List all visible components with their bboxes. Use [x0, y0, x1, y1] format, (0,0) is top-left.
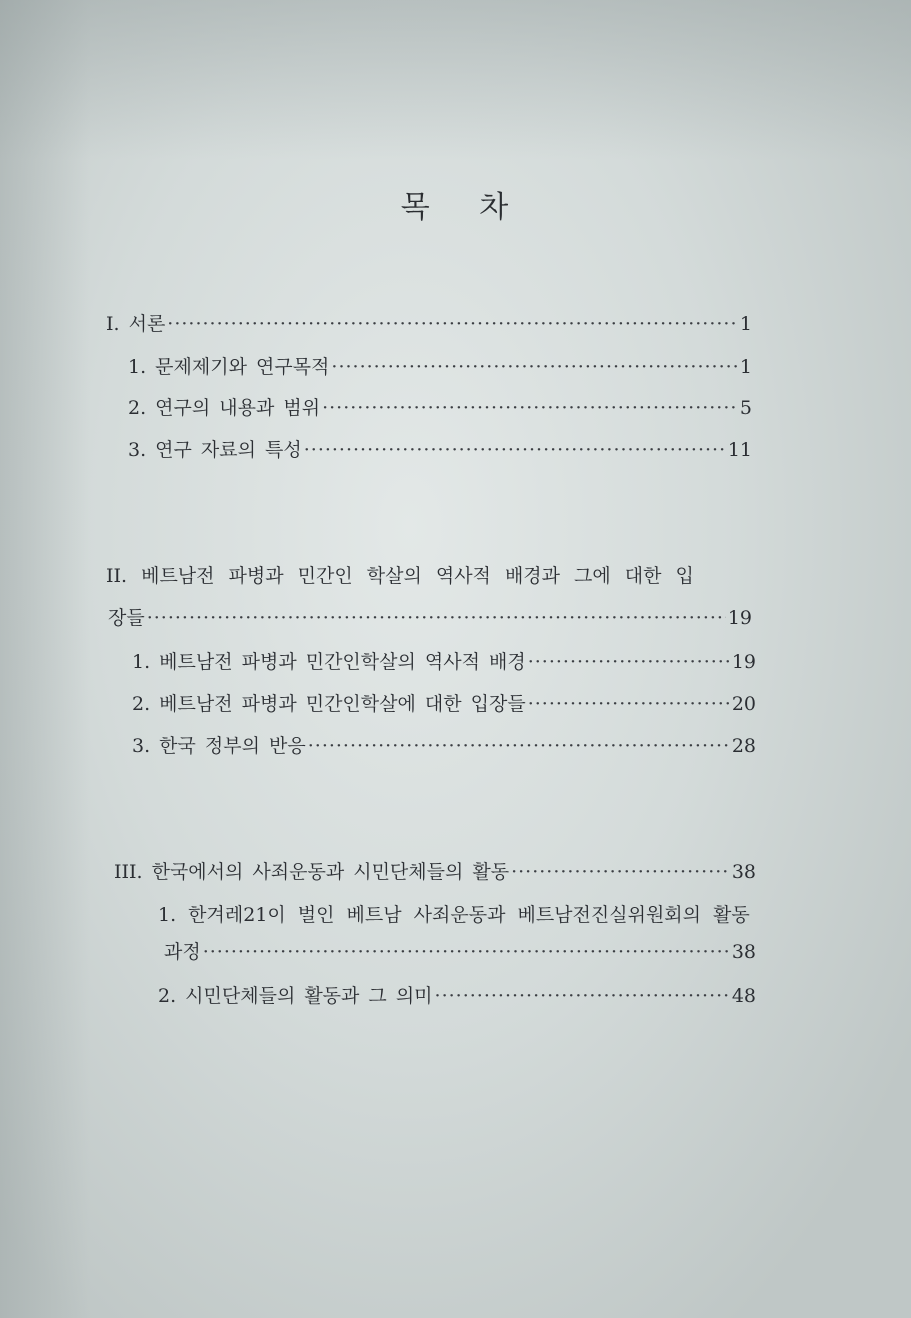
toc-item-text: 2. 연구의 내용과 범위 [128, 397, 321, 419]
dot-leader [147, 606, 726, 630]
toc-item-text: 2. 베트남전 파병과 민간인학살에 대한 입장들 [132, 693, 526, 715]
toc-item-text: 1. 문제제기와 연구목적 [128, 356, 330, 378]
toc-chapter-1 [106, 312, 752, 336]
toc-chapter-3-page: 38 [731, 861, 756, 883]
toc-item-page: 28 [731, 735, 756, 757]
toc-item-page: 5 [739, 397, 752, 419]
toc-item-page: 48 [731, 985, 756, 1007]
dot-leader [331, 355, 738, 379]
toc-item-text: 1. 베트남전 파병과 민간인학살의 역사적 배경 [132, 651, 526, 673]
page-title: 목 차 [400, 190, 511, 225]
dot-leader [308, 734, 730, 758]
toc-chapter-2-page: 19 [727, 607, 752, 629]
page-shadow-top [0, 0, 911, 160]
toc-item-page: 19 [731, 651, 756, 673]
toc-item-page: 20 [731, 693, 756, 715]
toc-chapter-3 [114, 860, 756, 884]
toc-item-2-3 [132, 734, 756, 758]
toc-chapter-2-heading-line1: II. 베트남전 파병과 민간인 학살의 역사적 배경과 그에 대한 입 [106, 565, 694, 587]
toc-item-page: 11 [727, 439, 752, 461]
toc-chapter-2-heading-line2: 장들 [108, 607, 145, 629]
toc-item-3-1 [164, 940, 756, 964]
toc-item-3-1-line1: 1. 한겨레21이 벌인 베트남 사죄운동과 베트남전진실위원회의 활동 [158, 904, 750, 926]
dot-leader [203, 940, 730, 964]
toc-item-text: 3. 한국 정부의 반응 [132, 735, 306, 757]
toc-item-1-1 [128, 355, 752, 379]
toc-item-text: 2. 시민단체들의 활동과 그 의미 [158, 985, 433, 1007]
dot-leader [511, 860, 730, 884]
dot-leader [167, 312, 738, 336]
toc-item-3-2 [158, 984, 756, 1008]
dot-leader [304, 438, 726, 462]
toc-item-2-2 [132, 692, 756, 716]
toc-chapter-2 [108, 606, 752, 630]
toc-item-2-1 [132, 650, 756, 674]
toc-chapter-3-heading: III. 한국에서의 사죄운동과 시민단체들의 활동 [114, 861, 510, 883]
toc-item-page: 1 [739, 356, 752, 378]
toc-item-1-3 [128, 438, 752, 462]
dot-leader [435, 984, 730, 1008]
dot-leader [528, 650, 730, 674]
toc-chapter-1-page: 1 [739, 313, 752, 335]
toc-item-text-line2: 과정 [164, 941, 201, 963]
dot-leader [322, 396, 738, 420]
dot-leader [528, 692, 730, 716]
toc-chapter-1-heading: I. 서론 [106, 313, 166, 335]
toc-item-1-2 [128, 396, 752, 420]
toc-item-page: 38 [731, 941, 756, 963]
toc-item-text: 3. 연구 자료의 특성 [128, 439, 302, 461]
